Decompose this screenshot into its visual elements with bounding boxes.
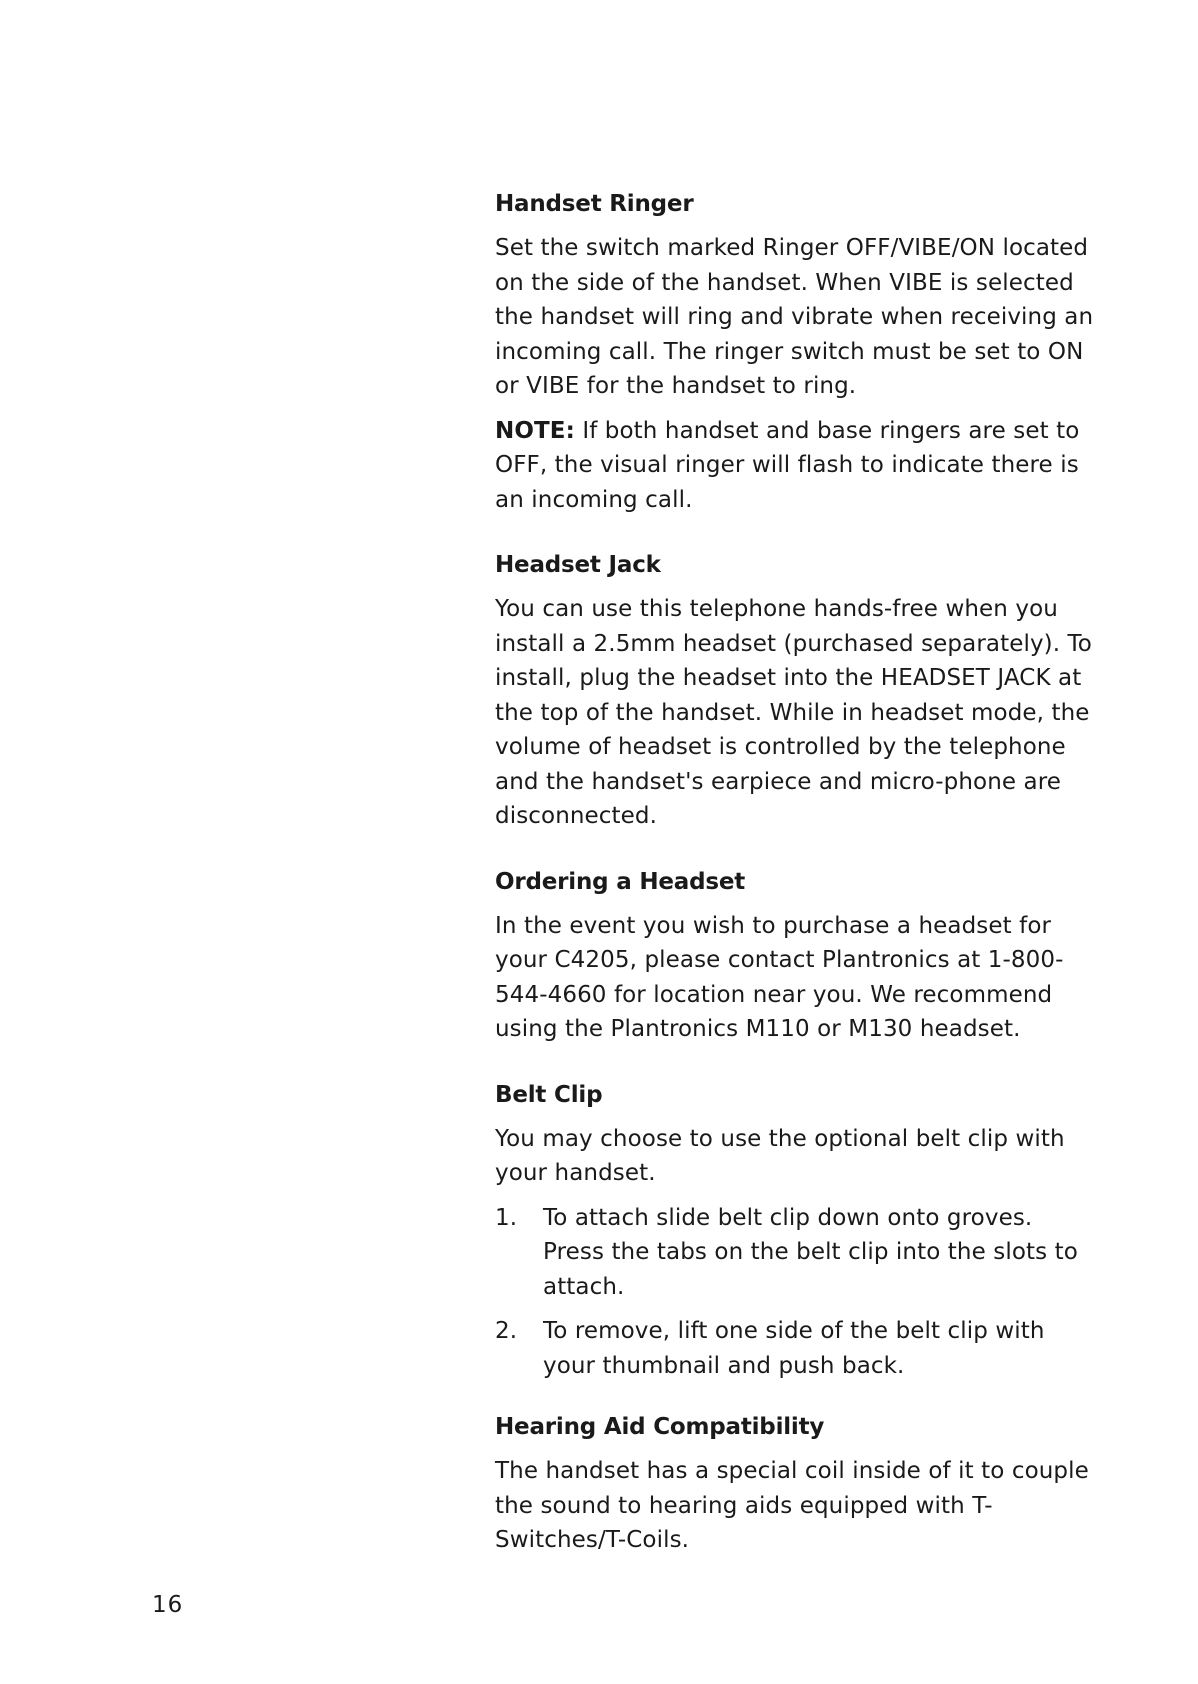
section-body: In the event you wish to purchase a headset for your C4205, please contact Plantronics at 1-800-544-4660 for location near you. We recommend using the Plantronics M110 or M130 headset. [495, 912, 1064, 1042]
section-body: Set the switch marked Ringer OFF/VIBE/ON located on the side of the handset. When VIBE is selected the handset will ring and vibrate when receiving an incoming call. The ringer switch must be set to ON or VIBE for the handset to ring. [495, 235, 1094, 399]
list-item [495, 1314, 1095, 1383]
section-heading: Ordering a Headset [495, 868, 746, 895]
list-text: To remove, lift one side of the belt clip with your thumbnail and push back. [543, 1318, 1045, 1379]
page-number: 16 [152, 1592, 184, 1618]
list-text: To attach slide belt clip down onto groves. Press the tabs on the belt clip into the slots to attach. [543, 1204, 1078, 1300]
section-ordering-headset [495, 866, 1095, 1047]
list-number: 1. [495, 1204, 518, 1231]
page-content [495, 188, 1095, 1568]
list-number: 2. [495, 1318, 518, 1344]
section-heading: Belt Clip [495, 1081, 603, 1108]
section-hearing-aid [495, 1411, 1095, 1558]
section-handset-ringer [495, 188, 1095, 517]
note-text: If both handset and base ringers are set to OFF, the visual ringer will flash to indicate there is an incoming call. [495, 417, 1080, 513]
section-body: The handset has a special coil inside of it to couple the sound to hearing aids equipped with T-Switches/T-Coils. [495, 1458, 1089, 1553]
section-body: You may choose to use the optional belt clip with your handset. [495, 1125, 1065, 1186]
note-label: NOTE: [495, 417, 575, 444]
list-item [495, 1201, 1095, 1305]
section-heading: Headset Jack [495, 552, 661, 578]
section-headset-jack [495, 549, 1095, 834]
section-belt-clip [495, 1079, 1095, 1384]
section-body: You can use this telephone hands-free when you install a 2.5mm headset (purchased separately). To install, plug the headset into the HEADSET JACK at the top of the handset. While in headset mode, the volume of headset is controlled by the telephone and the handset's earpiece and micro-phone are disconnected. [495, 596, 1092, 829]
section-heading: Handset Ringer [495, 191, 694, 217]
note-paragraph [495, 414, 1095, 518]
section-heading: Hearing Aid Compatibility [495, 1414, 825, 1440]
